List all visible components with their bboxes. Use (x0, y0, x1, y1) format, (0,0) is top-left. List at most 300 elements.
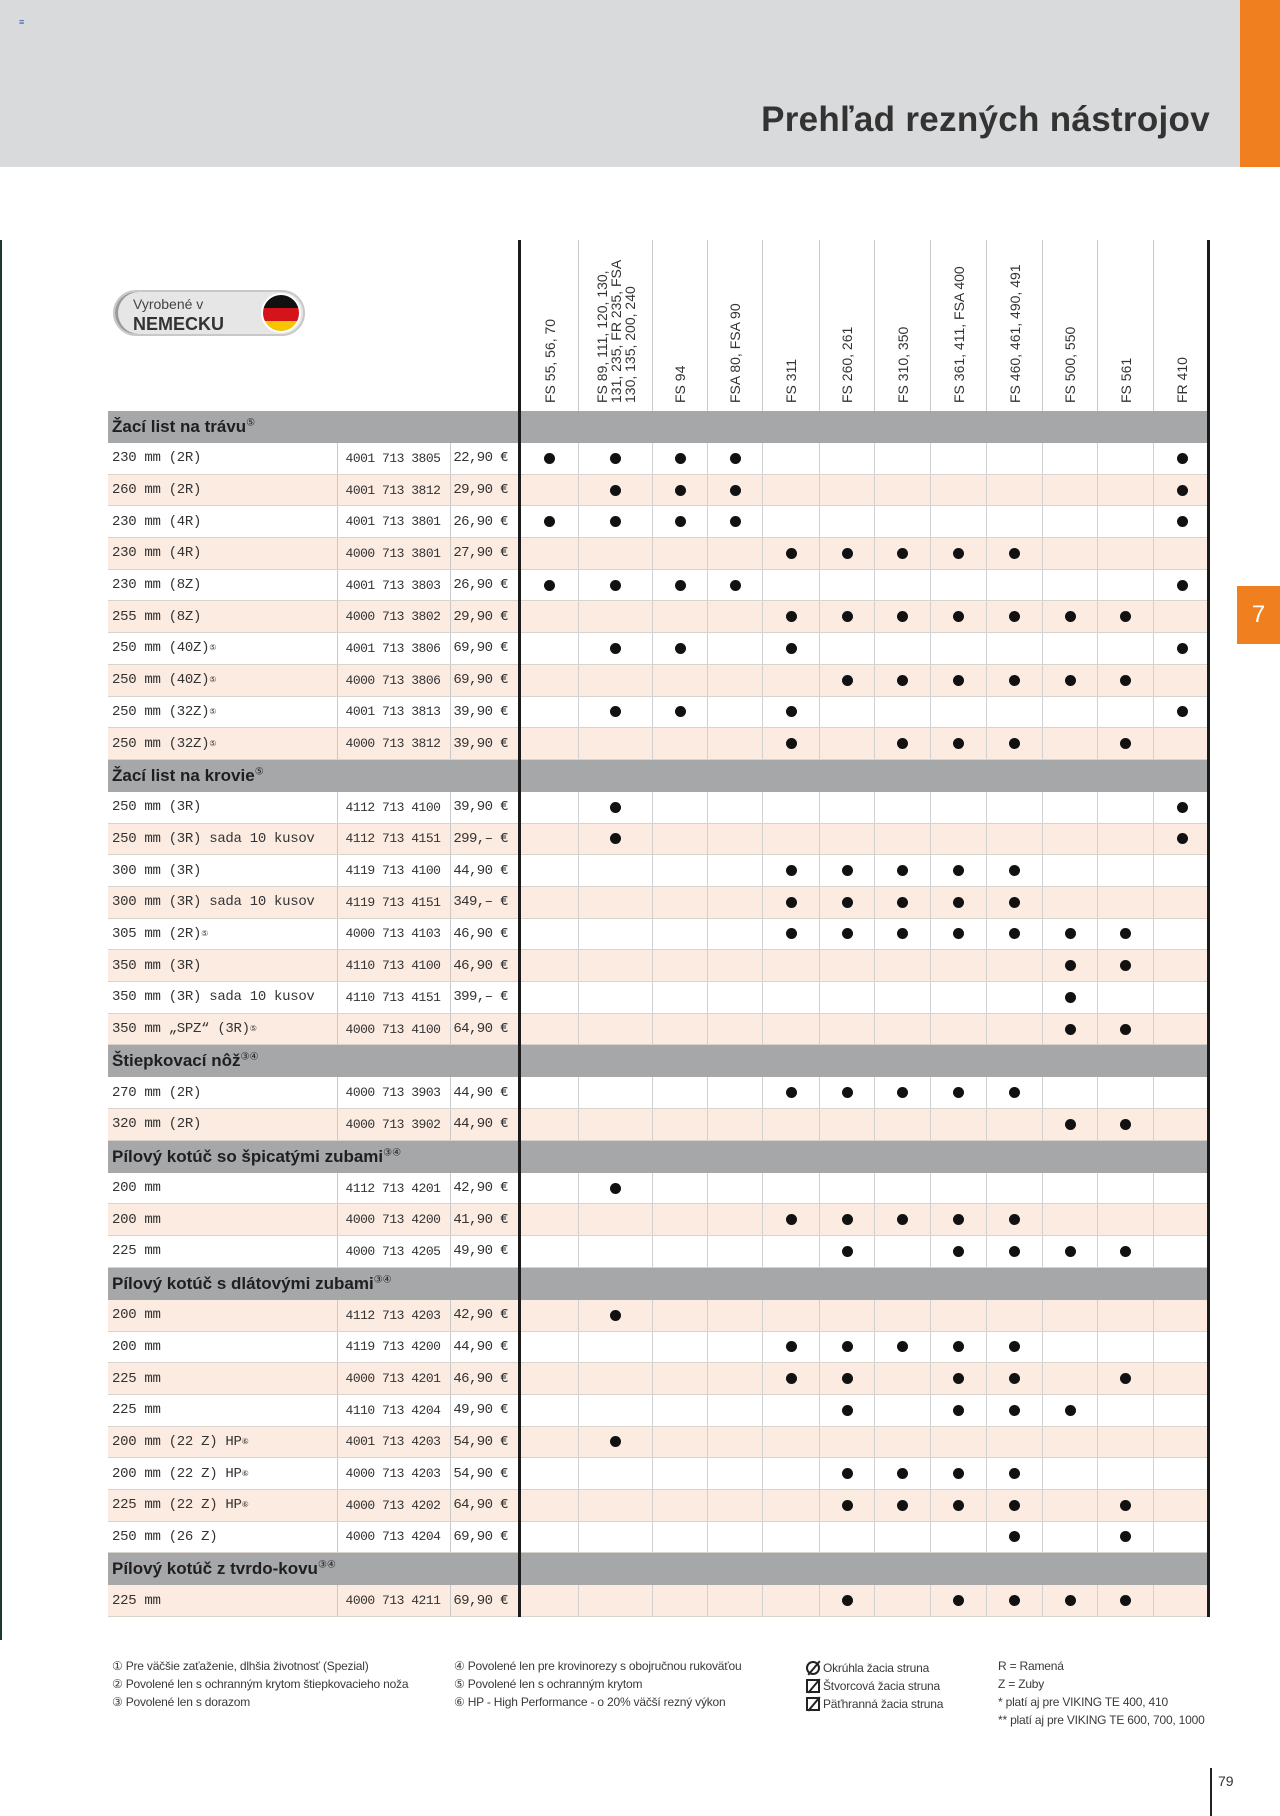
compatibility-cell (578, 1300, 652, 1331)
compatible-dot-icon (786, 897, 797, 908)
compatible-dot-icon (953, 1246, 964, 1257)
size-cell (112, 855, 340, 886)
compatible-dot-icon (1009, 1405, 1020, 1416)
chapter-tab[interactable]: 7 (1237, 586, 1280, 644)
footnote-text: Z = Zuby (998, 1677, 1045, 1691)
order-code: 4001 713 3803 (337, 570, 448, 601)
compatibility-cell (578, 1458, 652, 1489)
compatibility-cell (986, 1173, 1042, 1204)
compatible-dot-icon (786, 1341, 797, 1352)
compatibility-cell (707, 1014, 762, 1045)
column-header (578, 240, 652, 411)
compatibility-cell (762, 1522, 819, 1553)
compatible-dot-icon (1065, 1246, 1076, 1257)
compatibility-cell (1153, 982, 1210, 1013)
compatible-dot-icon (675, 485, 686, 496)
compatible-dot-icon (1009, 1246, 1020, 1257)
compatibility-cell (1097, 1173, 1153, 1204)
compatible-dot-icon (1177, 580, 1188, 591)
footnote-line (112, 1675, 408, 1693)
compatible-dot-icon (730, 580, 741, 591)
compatible-dot-icon (897, 675, 908, 686)
size-footnote-ref: ⑥ (241, 1437, 249, 1447)
compatibility-cell (707, 1077, 762, 1108)
column-header (986, 240, 1042, 411)
compatible-dot-icon (1120, 928, 1131, 939)
compatibility-cell (986, 443, 1042, 474)
section-title-text: Pílový kotúč z tvrdo-kovu (112, 1559, 318, 1579)
compatibility-cell (930, 728, 986, 759)
compatibility-cell (707, 1522, 762, 1553)
compatibility-cell (1042, 728, 1097, 759)
compatible-dot-icon (953, 548, 964, 559)
compatibility-cell (1153, 475, 1210, 506)
compatibility-cell (874, 1332, 930, 1363)
order-code: 4001 713 3805 (337, 443, 448, 474)
size-cell (112, 475, 340, 506)
compatibility-cell (986, 1458, 1042, 1489)
compatible-dot-icon (675, 516, 686, 527)
column-header (707, 240, 762, 411)
compatibility-cell (874, 570, 930, 601)
compatibility-cell (986, 697, 1042, 728)
compatible-dot-icon (842, 1214, 853, 1225)
compatible-dot-icon (610, 1310, 621, 1321)
size-cell (112, 1427, 340, 1458)
price: 27,90 € (450, 538, 516, 569)
column-header-label: FS 311 (783, 358, 799, 403)
compatibility-cell (874, 633, 930, 664)
compatibility-cell (930, 1236, 986, 1267)
size-text: 305 mm (2R) (112, 925, 202, 942)
compatibility-cell (1153, 1585, 1210, 1616)
size-cell (112, 506, 340, 537)
compatible-dot-icon (1120, 738, 1131, 749)
compatible-dot-icon (786, 1214, 797, 1225)
size-text: 300 mm (3R) sada 10 kusov (112, 894, 315, 911)
compatibility-cell (1042, 1109, 1097, 1140)
price: 39,90 € (450, 697, 516, 728)
compatibility-cell (930, 1077, 986, 1108)
price: 29,90 € (450, 601, 516, 632)
compatibility-cell (707, 633, 762, 664)
compatible-dot-icon (1009, 548, 1020, 559)
compatible-dot-icon (842, 548, 853, 559)
compatibility-cell (652, 950, 707, 981)
compatible-dot-icon (1065, 928, 1076, 939)
compatible-dot-icon (842, 1373, 853, 1384)
compatibility-cell (520, 728, 578, 759)
compatibility-cell (874, 1236, 930, 1267)
compatibility-cell (578, 1204, 652, 1235)
price: 69,90 € (450, 1522, 516, 1553)
compatible-dot-icon (1009, 1341, 1020, 1352)
compatible-dot-icon (730, 485, 741, 496)
compatibility-cell (1097, 1395, 1153, 1426)
compatible-dot-icon (730, 516, 741, 527)
price: 49,90 € (450, 1236, 516, 1267)
compatibility-cell (1097, 665, 1153, 696)
compatibility-cell (520, 1173, 578, 1204)
compatibility-cell (520, 1395, 578, 1426)
table-row (108, 475, 1210, 507)
table-row (108, 919, 1210, 951)
compatibility-cell (578, 601, 652, 632)
column-header-label: FSA 80, FSA 90 (727, 303, 743, 403)
compatibility-cell (819, 1014, 874, 1045)
table-row (108, 728, 1210, 760)
compatibility-cell (762, 665, 819, 696)
compatibility-cell (819, 1427, 874, 1458)
compatible-dot-icon (953, 675, 964, 686)
section-title-text: Žací list na trávu (112, 417, 247, 436)
compatibility-cell (874, 1363, 930, 1394)
order-code: 4112 713 4203 (337, 1300, 448, 1331)
compatible-dot-icon (786, 706, 797, 717)
compatibility-cell (874, 792, 930, 823)
table-row (108, 982, 1210, 1014)
compatibility-cell (707, 792, 762, 823)
price: 54,90 € (450, 1427, 516, 1458)
footnote-text: Päťhranná žacia struna (823, 1697, 944, 1711)
column-header (874, 240, 930, 411)
size-text: 225 mm (112, 1243, 161, 1260)
compatibility-cell (762, 919, 819, 950)
size-cell (112, 570, 340, 601)
column-header-label: FS 89, 111, 120, 130, 131, 235, FR 235, FSA 130, 135, 200, 240 (593, 259, 638, 403)
compatibility-cell (930, 475, 986, 506)
compatible-dot-icon (1065, 611, 1076, 622)
table-row (108, 697, 1210, 729)
section-title-text: Pílový kotúč s dlátovými zubami (112, 1273, 374, 1293)
compatibility-cell (819, 855, 874, 886)
order-code: 4000 713 4201 (337, 1363, 448, 1394)
order-code: 4000 713 4211 (337, 1585, 448, 1616)
compatible-dot-icon (1177, 643, 1188, 654)
size-cell (112, 601, 340, 632)
compatibility-cell (652, 1395, 707, 1426)
compatibility-cell (930, 1109, 986, 1140)
table-row (108, 1204, 1210, 1236)
compatibility-cell (762, 728, 819, 759)
section-footnote-ref: ③④ (383, 1147, 402, 1159)
table-row (108, 570, 1210, 602)
compatibility-cell (1153, 1522, 1210, 1553)
compatibility-cell (578, 1173, 652, 1204)
compatible-dot-icon (1009, 1595, 1020, 1606)
footnotes-col3 (806, 1659, 943, 1713)
compatibility-cell (1042, 824, 1097, 855)
compatible-dot-icon (1065, 992, 1076, 1003)
compatible-dot-icon (610, 580, 621, 591)
compatibility-cell (652, 1014, 707, 1045)
compatibility-cell (652, 1109, 707, 1140)
compatibility-cell (874, 665, 930, 696)
size-cell (112, 1363, 340, 1394)
compatibility-cell (819, 1236, 874, 1267)
compatibility-cell (986, 982, 1042, 1013)
compatibility-cell (1097, 1522, 1153, 1553)
compatible-dot-icon (842, 611, 853, 622)
price: 69,90 € (450, 1585, 516, 1616)
footnote-line (112, 1657, 408, 1675)
size-text: 320 mm (2R) (112, 1116, 202, 1133)
compatibility-cell (1042, 697, 1097, 728)
compatibility-cell (1097, 1236, 1153, 1267)
order-code: 4000 713 3801 (337, 538, 448, 569)
column-header (819, 240, 874, 411)
compatibility-cell (1097, 475, 1153, 506)
compatibility-cell (707, 1490, 762, 1521)
compatibility-cell (762, 982, 819, 1013)
compatible-dot-icon (730, 453, 741, 464)
column-header-label: FS 55, 56, 70 (541, 318, 558, 403)
compatible-dot-icon (842, 865, 853, 876)
compatibility-cell (986, 538, 1042, 569)
size-footnote-ref: ⑥ (241, 1501, 249, 1511)
price: 41,90 € (450, 1204, 516, 1235)
compatibility-cell (986, 506, 1042, 537)
price: 44,90 € (450, 1109, 516, 1140)
column-header (1097, 240, 1153, 411)
compatibility-cell (707, 506, 762, 537)
compatibility-cell (1153, 792, 1210, 823)
compatibility-cell (1042, 570, 1097, 601)
table-row (108, 506, 1210, 538)
compatibility-cell (578, 1236, 652, 1267)
compatibility-cell (578, 855, 652, 886)
compatibility-cell (986, 1109, 1042, 1140)
compatibility-cell (707, 697, 762, 728)
size-text: 225 mm (112, 1592, 161, 1609)
table-row (108, 601, 1210, 633)
compatibility-cell (578, 919, 652, 950)
compatibility-cell (1042, 1173, 1097, 1204)
compatibility-cell (986, 1077, 1042, 1108)
size-text: 225 mm (112, 1370, 161, 1387)
compatibility-cell (520, 1490, 578, 1521)
size-footnote-ref: ⑤ (209, 676, 217, 686)
size-text: 250 mm (26 Z) (112, 1528, 218, 1545)
size-text: 250 mm (3R) (112, 799, 202, 816)
size-cell (112, 1300, 340, 1331)
order-code: 4119 713 4200 (337, 1332, 448, 1363)
compatible-dot-icon (842, 928, 853, 939)
size-cell (112, 1585, 340, 1616)
badge-line2: NEMECKU (133, 314, 225, 334)
compatibility-cell (819, 1077, 874, 1108)
compatibility-cell (520, 1363, 578, 1394)
compatibility-cell (1153, 855, 1210, 886)
compatibility-cell (707, 443, 762, 474)
compatibility-cell (1153, 887, 1210, 918)
table-body (108, 411, 1210, 1617)
table-row (108, 1332, 1210, 1364)
price: 42,90 € (450, 1300, 516, 1331)
compatibility-cell (707, 1427, 762, 1458)
section-title (112, 1274, 392, 1294)
price: 42,90 € (450, 1173, 516, 1204)
size-cell (112, 1395, 340, 1426)
compatibility-cell (707, 601, 762, 632)
order-code: 4000 713 3802 (337, 601, 448, 632)
compatibility-cell (874, 475, 930, 506)
order-code: 4119 713 4151 (337, 887, 448, 918)
compatibility-cell (1097, 601, 1153, 632)
compatibility-cell (986, 1014, 1042, 1045)
table-row (108, 1109, 1210, 1141)
order-code: 4000 713 4202 (337, 1490, 448, 1521)
compatible-dot-icon (1120, 1531, 1131, 1542)
compatibility-cell (874, 887, 930, 918)
compatible-dot-icon (610, 643, 621, 654)
compatibility-cell (930, 855, 986, 886)
size-text: 200 mm (112, 1211, 161, 1228)
compatibility-cell (652, 1204, 707, 1235)
compatible-dot-icon (842, 1595, 853, 1606)
order-code: 4110 713 4100 (337, 950, 448, 981)
order-code: 4000 713 3806 (337, 665, 448, 696)
compatible-dot-icon (786, 1087, 797, 1098)
size-cell (112, 728, 340, 759)
compatible-dot-icon (1120, 1246, 1131, 1257)
table-row (108, 792, 1210, 824)
compatibility-cell (762, 1332, 819, 1363)
compatibility-cell (819, 1109, 874, 1140)
compatibility-cell (707, 1173, 762, 1204)
compatibility-cell (1153, 950, 1210, 981)
compatibility-cell (874, 697, 930, 728)
compatibility-cell (874, 728, 930, 759)
compatibility-cell (819, 601, 874, 632)
compatibility-cell (578, 538, 652, 569)
compatibility-cell (707, 1204, 762, 1235)
compatible-dot-icon (1120, 611, 1131, 622)
compatibility-cell (707, 728, 762, 759)
orange-corner-tab (1240, 0, 1280, 167)
compatibility-cell (1153, 633, 1210, 664)
compatibility-cell (819, 1204, 874, 1235)
compatibility-cell (762, 475, 819, 506)
compatibility-cell (652, 1490, 707, 1521)
compatibility-cell (874, 443, 930, 474)
compatibility-cell (652, 1300, 707, 1331)
compatible-dot-icon (953, 611, 964, 622)
compatible-dot-icon (1065, 1595, 1076, 1606)
price: 39,90 € (450, 792, 516, 823)
compatibility-cell (652, 1077, 707, 1108)
compatibility-cell (520, 887, 578, 918)
compatibility-cell (1153, 1490, 1210, 1521)
compatibility-cell (1153, 728, 1210, 759)
compatibility-cell (986, 475, 1042, 506)
compatibility-cell (1153, 538, 1210, 569)
compatibility-cell (819, 950, 874, 981)
menu-icon[interactable]: ≡ (19, 17, 25, 27)
compatible-dot-icon (1009, 1214, 1020, 1225)
compatibility-cell (520, 1332, 578, 1363)
compatibility-cell (930, 1427, 986, 1458)
compatibility-cell (652, 1173, 707, 1204)
compatible-dot-icon (1120, 1595, 1131, 1606)
compatibility-cell (652, 601, 707, 632)
compatibility-cell (762, 792, 819, 823)
compatibility-cell (1042, 950, 1097, 981)
compatibility-cell (930, 1585, 986, 1616)
compatibility-cell (930, 665, 986, 696)
section-header (108, 760, 1210, 792)
compatibility-cell (874, 1300, 930, 1331)
compatibility-cell (1042, 1522, 1097, 1553)
size-text: 200 mm (112, 1180, 161, 1197)
compatible-dot-icon (1120, 1500, 1131, 1511)
compatibility-cell (1097, 982, 1153, 1013)
compatibility-cell (762, 1236, 819, 1267)
size-text: 250 mm (3R) sada 10 kusov (112, 830, 315, 847)
size-text: 270 mm (2R) (112, 1084, 202, 1101)
compatibility-cell (986, 728, 1042, 759)
compatibility-cell (1042, 1490, 1097, 1521)
compatibility-cell (930, 792, 986, 823)
order-code: 4110 713 4204 (337, 1395, 448, 1426)
compatibility-cell (819, 443, 874, 474)
footnotes-col4 (998, 1657, 1205, 1729)
compatibility-cell (707, 1585, 762, 1616)
size-cell (112, 1458, 340, 1489)
compatibility-cell (520, 601, 578, 632)
compatibility-cell (520, 1014, 578, 1045)
size-text: 200 mm (112, 1307, 161, 1324)
compatibility-cell (707, 1300, 762, 1331)
compatibility-cell (1097, 570, 1153, 601)
compatible-dot-icon (786, 738, 797, 749)
compatibility-cell (986, 855, 1042, 886)
page-header (0, 0, 1280, 167)
compatibility-cell (652, 1522, 707, 1553)
size-cell (112, 887, 340, 918)
footnotes-col2 (454, 1657, 742, 1711)
compatibility-cell (930, 538, 986, 569)
price: 39,90 € (450, 728, 516, 759)
compatibility-cell (874, 1522, 930, 1553)
compatibility-cell (874, 824, 930, 855)
size-text: 350 mm (3R) (112, 957, 202, 974)
compatibility-cell (1153, 601, 1210, 632)
size-cell (112, 1236, 340, 1267)
compatibility-cell (762, 1014, 819, 1045)
compatibility-cell (1097, 919, 1153, 950)
compatibility-cell (652, 855, 707, 886)
order-code: 4001 713 4203 (337, 1427, 448, 1458)
section-title (112, 1559, 336, 1579)
compatibility-cell (1153, 1077, 1210, 1108)
section-footnote-ref: ③④ (240, 1051, 259, 1063)
column-header (1042, 240, 1097, 411)
compatibility-cell (707, 887, 762, 918)
footnote-line (112, 1693, 408, 1711)
compatibility-cell (1042, 982, 1097, 1013)
size-text: 250 mm (40Z) (112, 672, 210, 689)
compatibility-cell (707, 950, 762, 981)
size-text: 230 mm (8Z) (112, 577, 202, 594)
footnote-line (454, 1675, 742, 1693)
page-edge-line (0, 240, 2, 1640)
order-code: 4112 713 4201 (337, 1173, 448, 1204)
compatibility-cell (520, 570, 578, 601)
compatibility-cell (1042, 1077, 1097, 1108)
compatibility-cell (1042, 792, 1097, 823)
compatible-dot-icon (1177, 706, 1188, 717)
